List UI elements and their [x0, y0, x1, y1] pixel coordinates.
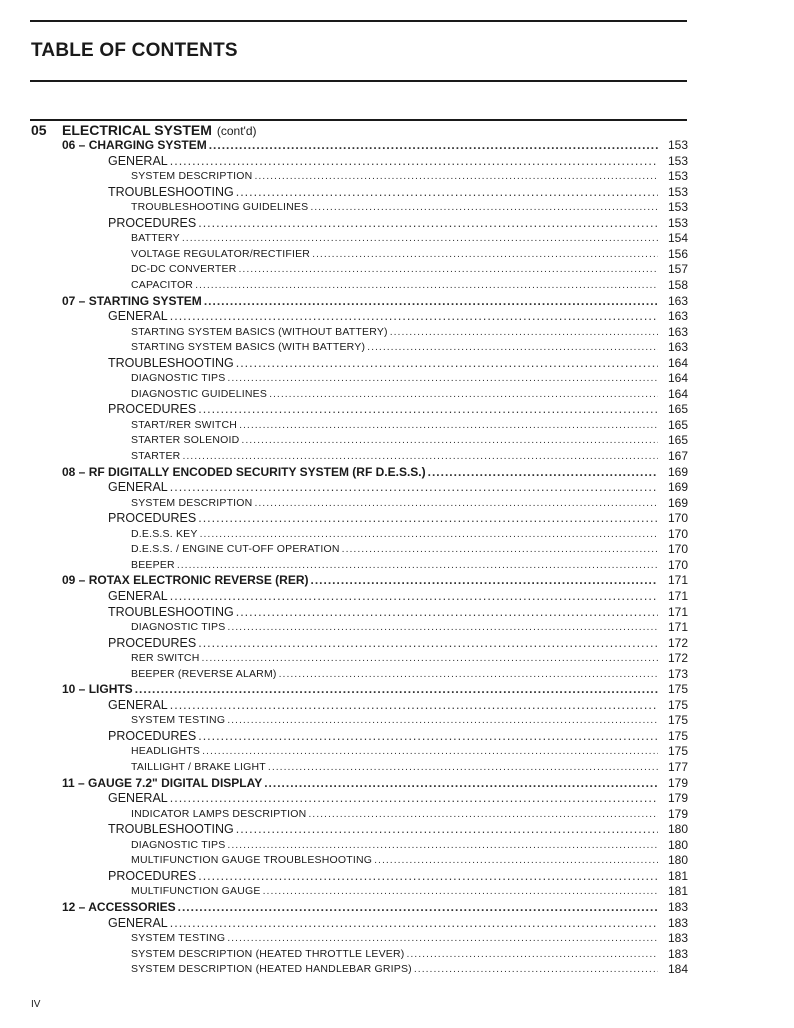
toc-entry-label: STARTER SOLENOID	[131, 434, 240, 447]
dot-leader	[428, 465, 658, 480]
dot-leader	[414, 962, 658, 977]
toc-entry-label: GENERAL	[108, 915, 168, 930]
toc-entry-level-3[interactable]	[131, 433, 688, 448]
toc-entry-level-2[interactable]	[108, 185, 688, 200]
toc-entry-label: GENERAL	[108, 697, 168, 712]
toc-entry-label: PROCEDURES	[108, 511, 197, 526]
toc-entry-page: 179	[667, 791, 688, 806]
toc-entry-label: SYSTEM DESCRIPTION (HEATED HANDLEBAR GRIPS)	[131, 963, 412, 976]
toc-entry-label: TROUBLESHOOTING	[108, 355, 234, 370]
toc-entry-label: STARTING SYSTEM BASICS (WITH BATTERY)	[131, 341, 366, 354]
dot-leader	[227, 371, 658, 386]
toc-entry-page: 183	[667, 931, 688, 946]
toc-entry-level-3[interactable]	[131, 247, 688, 262]
title-rule	[30, 80, 687, 82]
toc-entry-label: RER SWITCH	[131, 652, 200, 665]
toc-entry-page: 165	[667, 417, 688, 432]
toc-entry-level-2[interactable]	[108, 729, 688, 744]
toc-entry-label: PROCEDURES	[108, 728, 197, 743]
toc-entry-page: 157	[667, 262, 688, 277]
toc-entry-page: 153	[667, 153, 688, 168]
toc-entry-level-2[interactable]	[108, 869, 688, 884]
toc-entry-label: BATTERY	[131, 232, 180, 245]
toc-entry-level-3[interactable]	[131, 838, 688, 853]
toc-entry-level-2[interactable]	[108, 356, 688, 371]
toc-entry-level-3[interactable]	[131, 713, 688, 728]
dot-leader	[227, 931, 658, 946]
toc-entry-label: STARTING SYSTEM BASICS (WITHOUT BATTERY)	[131, 325, 388, 338]
toc-entry-label: VOLTAGE REGULATOR/RECTIFIER	[131, 247, 311, 260]
toc-entry-label: TROUBLESHOOTING	[108, 822, 234, 837]
page-title: TABLE OF CONTENTS	[31, 40, 238, 61]
toc-entry-label: 06 – CHARGING SYSTEM	[62, 138, 207, 152]
toc-entry-page: 169	[667, 464, 688, 479]
section-rule	[30, 119, 687, 121]
toc-entry-level-1[interactable]	[62, 573, 688, 588]
toc-entry-level-3[interactable]	[131, 325, 688, 340]
toc-entry-page: 153	[667, 169, 688, 184]
toc-entry-page: 171	[667, 620, 688, 635]
toc-entry-level-2[interactable]	[108, 636, 688, 651]
toc-entry-label: TROUBLESHOOTING	[108, 604, 234, 619]
toc-entry-page: 170	[667, 542, 688, 557]
dot-leader	[135, 682, 658, 697]
toc-entry-label: PROCEDURES	[108, 635, 197, 650]
toc-entry-label: SYSTEM DESCRIPTION	[131, 170, 253, 183]
toc-entry-level-3[interactable]	[131, 449, 688, 464]
section-title	[62, 122, 257, 138]
toc-entry-level-3[interactable]	[131, 931, 688, 946]
toc-entry-level-3[interactable]	[131, 651, 688, 666]
toc-entry-label: MULTIFUNCTION GAUGE	[131, 885, 261, 898]
toc-entry-level-3[interactable]	[131, 496, 688, 511]
top-rule	[30, 20, 687, 22]
toc-entry-page: 177	[667, 760, 688, 774]
dot-leader	[198, 402, 658, 417]
toc-entry-page: 179	[667, 775, 688, 790]
dot-leader	[268, 760, 658, 775]
toc-entry-page: 170	[667, 511, 688, 526]
toc-entry-label: GENERAL	[108, 309, 168, 324]
toc-entry-label: DC-DC CONVERTER	[131, 263, 237, 276]
dot-leader	[170, 309, 658, 324]
toc-entry-label: 09 – ROTAX ELECTRONIC REVERSE (RER)	[62, 573, 309, 588]
toc-entry-level-3[interactable]	[131, 278, 688, 293]
toc-entry-label: PROCEDURES	[108, 868, 197, 883]
toc-entry-label: STARTER	[131, 450, 181, 462]
dot-leader	[269, 387, 658, 402]
toc-entry-level-3[interactable]	[131, 418, 688, 433]
toc-entry-label: DIAGNOSTIC GUIDELINES	[131, 387, 268, 400]
dot-leader	[170, 916, 658, 931]
toc-entry-page: 158	[667, 277, 688, 292]
dot-leader	[200, 527, 658, 542]
dot-leader	[178, 900, 658, 915]
toc-entry-label: 07 – STARTING SYSTEM	[62, 293, 202, 308]
dot-leader	[310, 573, 658, 588]
toc-entry-label: SYSTEM TESTING	[131, 714, 226, 727]
toc-entry-level-2[interactable]	[108, 216, 688, 231]
toc-entry-page: 167	[667, 449, 688, 463]
dot-leader	[236, 605, 658, 620]
toc-entry-level-2[interactable]	[108, 916, 688, 931]
toc-entry-page: 172	[667, 635, 688, 650]
toc-entry-page: 171	[667, 573, 688, 588]
dot-leader	[263, 884, 658, 899]
toc-entry-level-3[interactable]	[131, 667, 688, 682]
toc-entry-level-3[interactable]	[131, 371, 688, 386]
toc-entry-label: TROUBLESHOOTING	[108, 184, 234, 199]
toc-entry-level-1[interactable]	[62, 776, 688, 791]
dot-leader	[406, 947, 658, 962]
toc-entry-label: DIAGNOSTIC TIPS	[131, 621, 226, 634]
toc-entry-page: 165	[667, 433, 688, 448]
toc-entry-page: 154	[667, 231, 688, 246]
toc-entry-page: 153	[667, 200, 688, 215]
toc-entry-page: 153	[667, 215, 688, 230]
dot-leader	[202, 744, 658, 759]
toc-entry-label: START/RER SWITCH	[131, 418, 238, 431]
toc-entry-page: 180	[667, 853, 688, 868]
toc-entry-label: GENERAL	[108, 480, 168, 495]
toc-entry-page: 172	[667, 651, 688, 666]
toc-entry-label: PROCEDURES	[108, 215, 197, 230]
toc-entry-page: 175	[667, 697, 688, 712]
toc-entry-level-3[interactable]	[131, 262, 688, 277]
toc-entry-page: 170	[667, 557, 688, 572]
toc-entry-level-3[interactable]	[131, 962, 688, 977]
toc-entry-level-2[interactable]	[108, 309, 688, 324]
toc-entry-label: TROUBLESHOOTING GUIDELINES	[131, 201, 309, 214]
toc-entry-level-2[interactable]	[108, 605, 688, 620]
toc-entry-label: GENERAL	[108, 588, 168, 603]
toc-entry-label: D.E.S.S. / ENGINE CUT-OFF OPERATION	[131, 543, 340, 556]
toc-entry-label: 11 – GAUGE 7.2" DIGITAL DISPLAY	[62, 775, 263, 790]
toc-entry-level-3[interactable]	[131, 542, 688, 557]
toc-entry-label: BEEPER (REVERSE ALARM)	[131, 667, 277, 680]
toc-entry-page: 153	[667, 138, 688, 152]
toc-entry-page: 163	[667, 324, 688, 339]
dot-leader	[254, 496, 658, 511]
dot-leader	[198, 216, 658, 231]
dot-leader	[204, 294, 658, 309]
toc-entry-page: 164	[667, 371, 688, 386]
dot-leader	[177, 558, 658, 573]
toc-entry-page: 184	[667, 962, 688, 977]
toc-entry-page: 165	[667, 402, 688, 417]
toc-entry-label: GENERAL	[108, 153, 168, 168]
toc-entry-level-1[interactable]	[62, 900, 688, 915]
dot-leader	[227, 838, 658, 853]
toc-entry-label: DIAGNOSTIC TIPS	[131, 838, 226, 851]
toc-entry-page: 171	[667, 604, 688, 619]
toc-entry-level-2[interactable]	[108, 791, 688, 806]
toc-entry-label: MULTIFUNCTION GAUGE TROUBLESHOOTING	[131, 854, 373, 867]
page-number: IV	[31, 999, 41, 1010]
section-continued: (cont'd)	[216, 124, 257, 138]
toc-entry-label: GENERAL	[108, 791, 168, 806]
toc-entry-page: 180	[667, 837, 688, 852]
dot-leader	[198, 511, 658, 526]
dot-leader	[342, 542, 658, 557]
toc-entry-page: 163	[667, 340, 688, 355]
dot-leader	[374, 853, 658, 868]
toc-entry-page: 163	[667, 293, 688, 308]
dot-leader	[170, 480, 658, 495]
toc-entry-page: 169	[667, 480, 688, 495]
dot-leader	[236, 356, 658, 371]
toc-entry-page: 181	[667, 884, 688, 899]
dot-leader	[182, 231, 658, 246]
toc-entry-label: 10 – LIGHTS	[62, 682, 133, 697]
toc-entry-level-1[interactable]	[62, 465, 688, 480]
dot-leader	[236, 185, 658, 200]
toc-entry-label: CAPACITOR	[131, 278, 194, 291]
toc-entry-level-2[interactable]	[108, 511, 688, 526]
toc-entry-label: PROCEDURES	[108, 402, 197, 417]
toc-entry-label: SYSTEM DESCRIPTION	[131, 496, 253, 509]
toc-entry-level-3[interactable]	[131, 744, 688, 759]
toc-entry-page: 163	[667, 309, 688, 324]
toc-entry-page: 173	[667, 666, 688, 681]
toc-entry-label: INDICATOR LAMPS DESCRIPTION	[131, 807, 307, 820]
dot-leader	[227, 713, 658, 728]
toc-entry-level-3[interactable]	[131, 947, 688, 962]
toc-entry-level-3[interactable]	[131, 169, 688, 184]
dot-leader	[254, 169, 658, 184]
toc-entry-page: 175	[667, 682, 688, 697]
toc-entry-level-2[interactable]	[108, 698, 688, 713]
dot-leader	[170, 698, 658, 713]
dot-leader	[279, 667, 658, 682]
toc-entry-label: 12 – ACCESSORIES	[62, 899, 176, 914]
toc-entry-page: 175	[667, 713, 688, 728]
toc-entry-page: 169	[667, 495, 688, 510]
toc-entry-level-3[interactable]	[131, 807, 688, 822]
toc-entry-level-3[interactable]	[131, 884, 688, 899]
dot-leader	[170, 154, 658, 169]
toc-entry-level-2[interactable]	[108, 480, 688, 495]
toc-entry-page: 179	[667, 806, 688, 821]
toc-entry-label: BEEPER	[131, 558, 175, 571]
toc-entry-level-2[interactable]	[108, 822, 688, 837]
dot-leader	[195, 278, 658, 293]
toc-entry-label: D.E.S.S. KEY	[131, 527, 198, 540]
toc-entry-page: 175	[667, 744, 688, 759]
toc-entry-page: 170	[667, 526, 688, 541]
dot-leader	[198, 869, 658, 884]
dot-leader	[312, 247, 658, 262]
toc-entry-label: 08 – RF DIGITALLY ENCODED SECURITY SYSTEM (RF D.E.S.S.)	[62, 464, 426, 479]
toc-entry-label: DIAGNOSTIC TIPS	[131, 372, 226, 385]
toc-entry-level-1[interactable]	[62, 682, 688, 697]
dot-leader	[227, 620, 658, 635]
dot-leader	[238, 262, 658, 277]
dot-leader	[170, 791, 658, 806]
toc-entry-page: 156	[667, 246, 688, 261]
dot-leader	[202, 651, 659, 666]
dot-leader	[310, 200, 658, 215]
toc-entry-label: HEADLIGHTS	[131, 745, 201, 758]
toc-entry-level-3[interactable]	[131, 760, 688, 775]
toc-entry-level-3[interactable]	[131, 340, 688, 355]
dot-leader	[198, 636, 658, 651]
toc-entry-page: 180	[667, 822, 688, 837]
dot-leader	[241, 433, 658, 448]
toc-entry-label: SYSTEM TESTING	[131, 932, 226, 945]
toc-entry-label: TAILLIGHT / BRAKE LIGHT	[131, 761, 266, 773]
dot-leader	[390, 325, 658, 340]
dot-leader	[198, 729, 658, 744]
toc-entry-page: 183	[667, 899, 688, 914]
toc-entry-page: 164	[667, 386, 688, 401]
dot-leader	[236, 822, 658, 837]
toc-entry-page: 171	[667, 588, 688, 603]
toc-entry-level-3[interactable]	[131, 387, 688, 402]
dot-leader	[209, 138, 658, 153]
toc-entry-level-3[interactable]	[131, 527, 688, 542]
dot-leader	[264, 776, 658, 791]
toc-entry-page: 153	[667, 184, 688, 199]
toc-entry-page: 181	[667, 868, 688, 883]
toc-entry-level-3[interactable]	[131, 558, 688, 573]
toc-entry-level-3[interactable]	[131, 200, 688, 215]
toc-entry-level-3[interactable]	[131, 853, 688, 868]
section-title-text: ELECTRICAL SYSTEM	[62, 122, 212, 138]
toc-entry-page: 164	[667, 355, 688, 370]
dot-leader	[170, 589, 658, 604]
toc-entry-level-2[interactable]	[108, 402, 688, 417]
toc-entry-label: SYSTEM DESCRIPTION (HEATED THROTTLE LEVER)	[131, 947, 405, 960]
toc-entry-level-1[interactable]	[62, 294, 688, 309]
toc-entry-level-2[interactable]	[108, 154, 688, 169]
section-number: 05	[31, 122, 47, 138]
toc-entry-level-3[interactable]	[131, 231, 688, 246]
dot-leader	[239, 418, 658, 433]
dot-leader	[182, 449, 658, 464]
dot-leader	[308, 807, 658, 822]
toc-entry-level-1[interactable]	[62, 138, 688, 153]
dot-leader	[367, 340, 658, 355]
toc-entry-page: 175	[667, 728, 688, 743]
toc-entry-level-2[interactable]	[108, 589, 688, 604]
toc-entry-page: 183	[667, 946, 688, 961]
toc-entry-page: 183	[667, 915, 688, 930]
toc-entry-level-3[interactable]	[131, 620, 688, 635]
